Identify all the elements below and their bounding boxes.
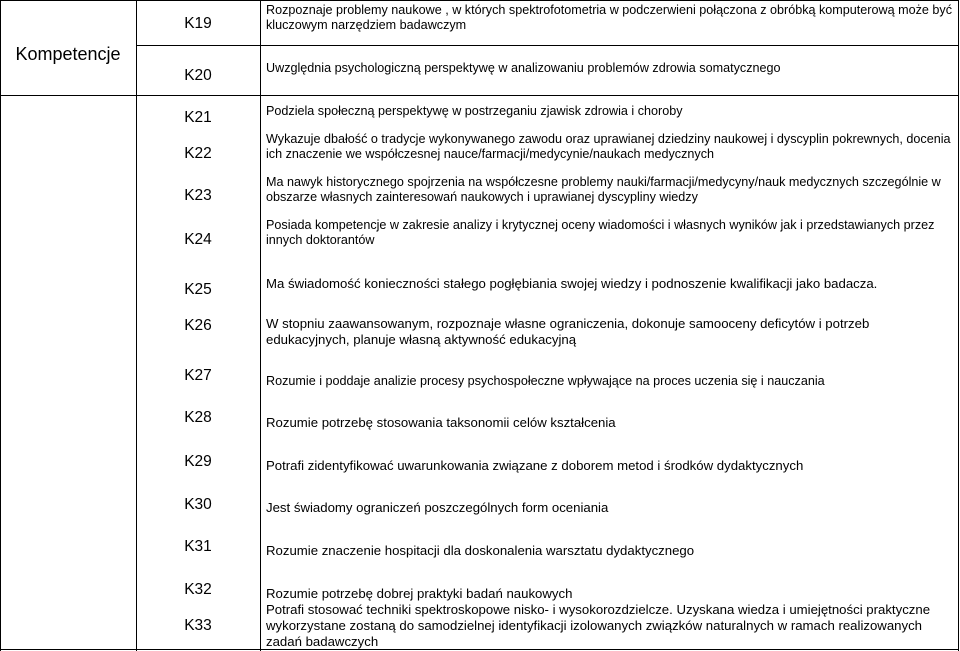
- code-k31: K31: [184, 538, 212, 555]
- code-k30: K30: [184, 496, 212, 513]
- code-k24: K24: [184, 231, 212, 248]
- description-k27: Rozumie i poddaje analizie procesy psychospołeczne wpływające na proces uczenia się i nauczania: [266, 374, 825, 388]
- code-k22: K22: [184, 145, 212, 162]
- code-k27: K27: [184, 367, 212, 384]
- code-k28: K28: [184, 409, 212, 426]
- description-k22: Wykazuje dbałość o tradycje wykonywanego zawodu oraz uprawianej dziedziny naukowej i dyscyplin pokrewnych, docenia ich znaczenie we współczesnej nauce/farmacji/medycynie/naukach medycznych: [266, 132, 951, 161]
- description-k28: Rozumie potrzebę stosowania taksonomii celów kształcenia: [266, 415, 616, 430]
- description-k33: Potrafi stosować techniki spektroskopowe nisko- i wysokorozdzielcze. Uzyskana wiedza i umiejętności praktyczne wykorzystane zostaną do samodzielnej identyfikacji izolowanych związków naturalnych w ramach realizowanych zadań badawczych: [266, 602, 931, 649]
- code-k19: K19: [184, 15, 212, 32]
- description-k29: Potrafi zidentyfikować uwarunkowania związane z doborem metod i środków dydaktycznych: [266, 458, 804, 473]
- description-k31: Rozumie znaczenie hospitacji dla doskonalenia warsztatu dydaktycznego: [266, 543, 695, 558]
- description-k20: Uwzględnia psychologiczną perspektywę w analizowaniu problemów zdrowia somatycznego: [266, 61, 781, 75]
- code-k21: K21: [184, 109, 212, 126]
- description-k19: Rozpoznaje problemy naukowe , w których spektrofotometria w podczerwieni połączona z obróbką komputerową może być kluczowym narzędziem badawczym: [266, 3, 952, 32]
- description-k32: Rozumie potrzebę dobrej praktyki badań naukowych: [266, 586, 573, 601]
- description-k23: Ma nawyk historycznego spojrzenia na współczesne problemy nauki/farmacji/medycyny/nauk medycznych szczególnie w obszarze własnych zainteresowań naukowych i uprawianej dyscypliny wiedzy: [266, 175, 941, 204]
- code-k20: K20: [184, 67, 212, 84]
- table-border-right: [958, 0, 959, 651]
- code-k29: K29: [184, 453, 212, 470]
- table-border-top: [0, 0, 959, 1]
- table-border-left: [0, 0, 1, 651]
- column-divider-2: [260, 0, 261, 651]
- code-k32: K32: [184, 581, 212, 598]
- code-k25: K25: [184, 281, 212, 298]
- row-divider: [0, 95, 959, 96]
- code-k23: K23: [184, 187, 212, 204]
- row-divider: [136, 45, 959, 46]
- description-k25: Ma świadomość konieczności stałego pogłębiania swojej wiedzy i podnoszenie kwalifikacji jako badacza.: [266, 276, 878, 291]
- section-label: Kompetencje: [15, 44, 121, 64]
- description-k30: Jest świadomy ograniczeń poszczególnych form oceniania: [266, 500, 609, 515]
- description-k21: Podziela społeczną perspektywę w postrzeganiu zjawisk zdrowia i choroby: [266, 104, 683, 118]
- code-k26: K26: [184, 317, 212, 334]
- description-k24: Posiada kompetencje w zakresie analizy i krytycznej oceny wiadomości i własnych wyników jak i przedstawianych przez innych doktorantów: [266, 218, 935, 247]
- description-k26: W stopniu zaawansowanym, rozpoznaje własne ograniczenia, dokonuje samooceny deficytów i potrzeb edukacyjnych, planuje własną aktywność edukacyjną: [266, 316, 870, 347]
- code-k33: K33: [184, 617, 212, 634]
